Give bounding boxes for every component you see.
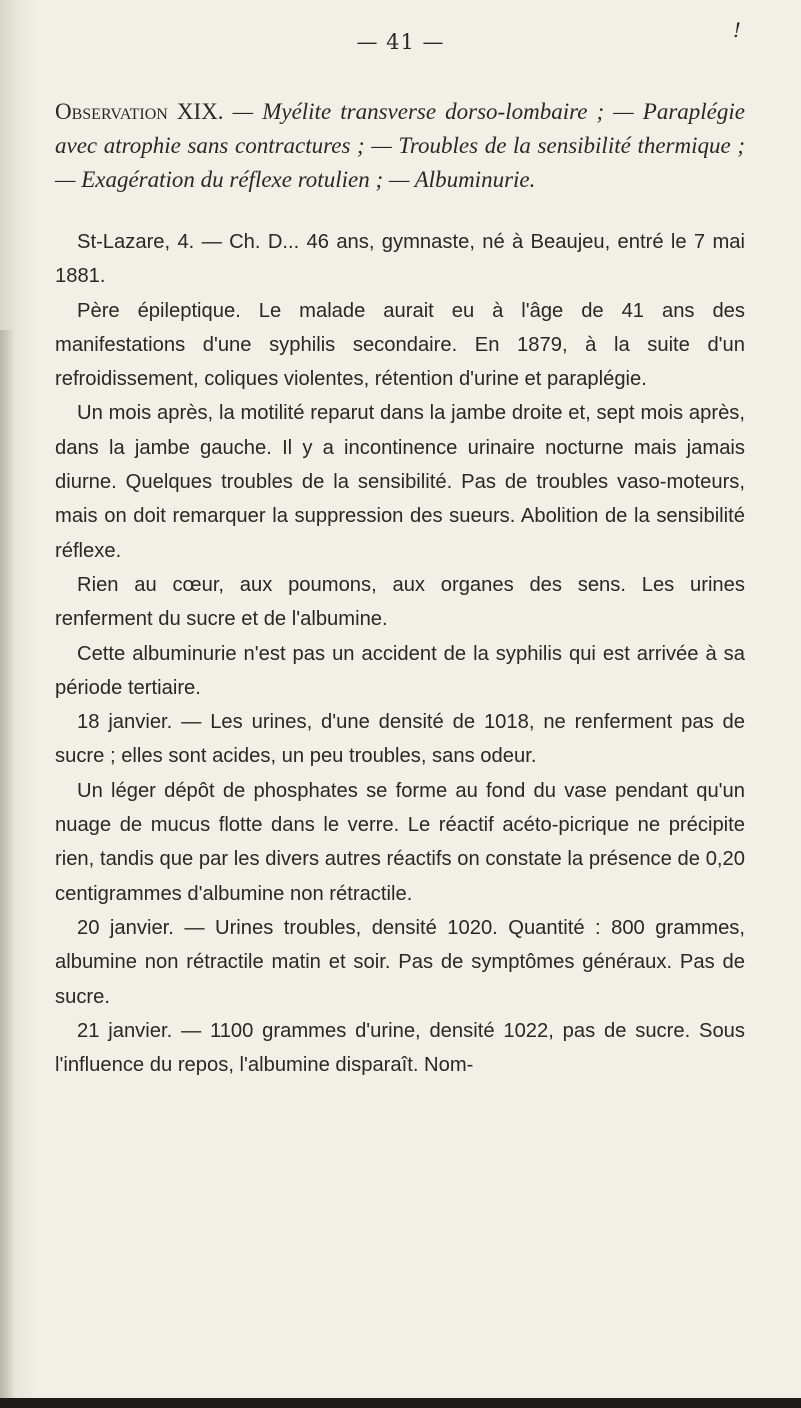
corner-mark: ! xyxy=(733,18,742,42)
page-number: — 41 — xyxy=(356,30,445,54)
observation-heading xyxy=(55,95,745,197)
paragraph: Un léger dépôt de phosphates se forme au fond du vase pendant qu'un nuage de mucus flotte dans le verre. Le réactif acéto-picrique ne précipite rien, tandis que par les divers autres réactifs on constate la présence de 0,20 centigrammes d'albumine non rétractile. xyxy=(55,779,745,905)
paragraph: Cette albuminurie n'est pas un accident de la syphilis qui est arrivée à sa période tertiaire. xyxy=(55,642,745,699)
paragraph: 21 janvier. — 1100 grammes d'urine, densité 1022, pas de sucre. Sous l'influence du repos, l'albumine disparaît. Nom- xyxy=(55,1019,745,1077)
paragraph: Rien au cœur, aux poumons, aux organes des sens. Les urines renferment du sucre et de l'albumine. xyxy=(55,573,745,631)
paragraph: 18 janvier. — Les urines, d'une densité de 1018, ne renferment pas de sucre ; elles sont acides, un peu troubles, sans odeur. xyxy=(55,711,745,768)
observation-label: Observation XIX. xyxy=(55,99,224,124)
binding-shadow xyxy=(0,330,14,1408)
body-text xyxy=(55,95,745,1082)
paragraph: St-Lazare, 4. — Ch. D... 46 ans, gymnaste, né à Beaujeu, entré le 7 mai 1881. xyxy=(55,231,745,288)
observation-title: — Myélite transverse dorso-lombaire ; — Paraplégie avec atrophie sans contractures ; — Troubles de la sensibilité thermique ; — Exagération du réflexe rotulien ; — Albuminurie. xyxy=(55,99,745,192)
paragraph: Père épileptique. Le malade aurait eu à l'âge de 41 ans des manifestations d'une syphilis secondaire. En 1879, à la suite d'un refroidissement, coliques violentes, rétention d'urine et paraplégie. xyxy=(55,299,745,391)
paragraph: 20 janvier. — Urines troubles, densité 1020. Quantité : 800 grammes, albumine non rétractile matin et soir. Pas de symptômes généraux. Pas de sucre. xyxy=(55,916,745,1008)
paragraph: Un mois après, la motilité reparut dans la jambe droite et, sept mois après, dans la jambe gauche. Il y a incontinence urinaire nocturne mais jamais diurne. Quelques troubles de la sensibilité. Pas de troubles vaso-moteurs, mais on doit remarquer la suppression des sueurs. Abolition de la sensibilité réflexe. xyxy=(55,402,745,562)
bottom-edge xyxy=(0,1398,801,1408)
